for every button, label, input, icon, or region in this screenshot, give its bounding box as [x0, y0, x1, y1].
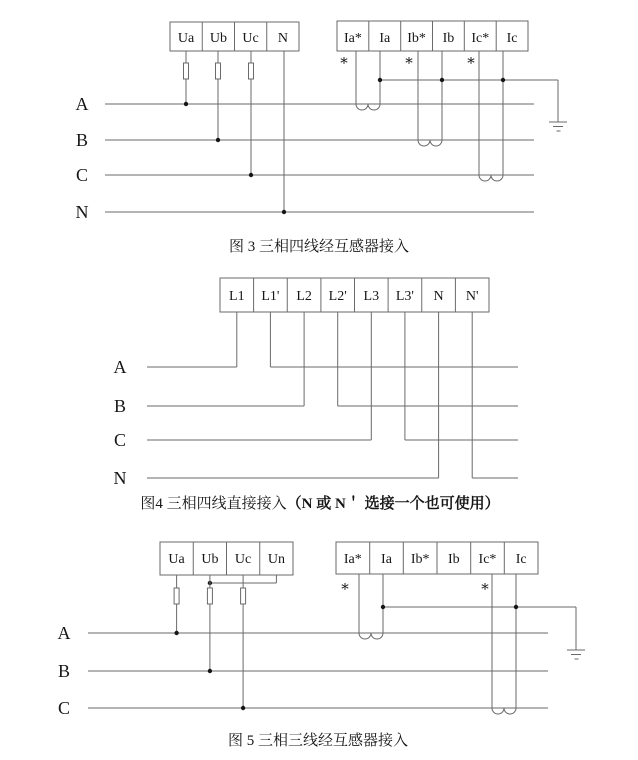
terminal-label: Ia [381, 552, 392, 567]
junction-dot [514, 605, 518, 609]
fuse-icon [184, 63, 189, 79]
fig4-phase-lines [114, 357, 519, 488]
fig3-voltage-wiring [184, 51, 287, 214]
junction-dot [282, 210, 286, 214]
terminal-label: Ua [168, 552, 185, 567]
figure3-caption: 图 3 三相四线经互感器接入 [228, 239, 410, 255]
terminal-label: Un [267, 552, 285, 567]
fig3-voltage-terminal-box [170, 22, 299, 51]
terminal-label: L1' [261, 289, 280, 304]
terminal-label: L2 [296, 289, 312, 304]
terminal-label: Ia [379, 31, 391, 46]
fuse-icon [241, 588, 246, 604]
terminal-label: Ic* [478, 552, 497, 567]
phase-label: A [57, 623, 71, 643]
fig5-current-terminal-box [336, 542, 538, 574]
fig5-current-wiring [341, 574, 585, 714]
figure4-caption [140, 494, 499, 512]
ct-coil-a [356, 104, 380, 110]
terminal-label: N' [465, 289, 479, 304]
terminal-label: Ib [447, 552, 460, 567]
polarity-asterisk: * [405, 54, 413, 72]
terminal-label: Ic* [471, 31, 490, 46]
fig3-current-wiring [340, 51, 567, 181]
figure5-wiring-diagram [0, 520, 638, 760]
terminal-label: L2' [328, 289, 347, 304]
terminal-label: Ic [506, 31, 518, 46]
fuse-icon [216, 63, 221, 79]
fuse-icon [249, 63, 254, 79]
ct-coil-c [492, 708, 516, 714]
fig5-voltage-wiring [174, 575, 276, 710]
phase-label: B [75, 130, 89, 150]
terminal-label: Ib* [407, 31, 426, 46]
ct-coil-b [418, 140, 442, 146]
junction-dot [381, 605, 385, 609]
fig5-voltage-terminal-box [160, 542, 293, 575]
figure4-caption-text: 图4 三相四线直接接入 [140, 496, 287, 512]
terminal-label: Uc [234, 552, 252, 567]
junction-dot [208, 669, 212, 673]
ct-coil-a [359, 633, 383, 639]
junction-dot [440, 78, 444, 82]
terminal-label: Ib [442, 31, 455, 46]
polarity-asterisk: * [341, 580, 349, 598]
fig4-drop-wires [237, 312, 472, 478]
phase-label: N [113, 468, 127, 488]
terminal-label: Ic [515, 552, 527, 567]
polarity-asterisk: * [467, 54, 475, 72]
figure4-wiring-diagram [0, 260, 638, 520]
fig4-terminal-box [220, 278, 489, 312]
fig3-current-terminal-box [337, 21, 528, 51]
terminal-label: N [433, 289, 444, 304]
ct-coil-c [479, 175, 503, 181]
fuse-icon [174, 588, 179, 604]
figure3-wiring-diagram [0, 0, 638, 260]
junction-dot [378, 78, 382, 82]
phase-label: A [113, 357, 127, 377]
figure4-caption-note: （N 或 N＇ 选接一个也可使用） [286, 496, 500, 512]
junction-dot [501, 78, 505, 82]
ground-icon [549, 122, 567, 131]
junction-dot [216, 138, 220, 142]
terminal-label: Ub [209, 31, 227, 46]
terminal-label: L3 [363, 289, 380, 304]
ground-icon [567, 650, 585, 659]
terminal-label: Uc [242, 31, 259, 46]
junction-dot [249, 173, 253, 177]
phase-label: A [75, 94, 89, 114]
figure5-caption: 图 5 三相三线经互感器接入 [227, 733, 409, 749]
terminal-label: Ia* [343, 31, 362, 46]
polarity-asterisk: * [340, 54, 348, 72]
polarity-asterisk: * [481, 580, 489, 598]
phase-label: N [75, 202, 89, 222]
fuse-icon [207, 588, 212, 604]
phase-label: B [113, 396, 127, 416]
terminal-label: Ub [201, 552, 219, 567]
terminal-label: L3' [395, 289, 414, 304]
phase-label: B [57, 661, 71, 681]
phase-label: C [57, 698, 71, 718]
terminal-label: L1 [229, 289, 245, 304]
junction-dot [241, 706, 245, 710]
fig3-phase-lines [76, 94, 535, 222]
phase-label: C [113, 430, 127, 450]
terminal-label: Ib* [410, 552, 430, 567]
terminal-label: Ia* [343, 552, 362, 567]
terminal-label: N [277, 31, 288, 46]
terminal-label: Ua [177, 31, 195, 46]
fig5-phase-lines [58, 623, 549, 718]
phase-label: C [75, 165, 89, 185]
junction-dot [174, 631, 178, 635]
junction-dot [184, 102, 188, 106]
